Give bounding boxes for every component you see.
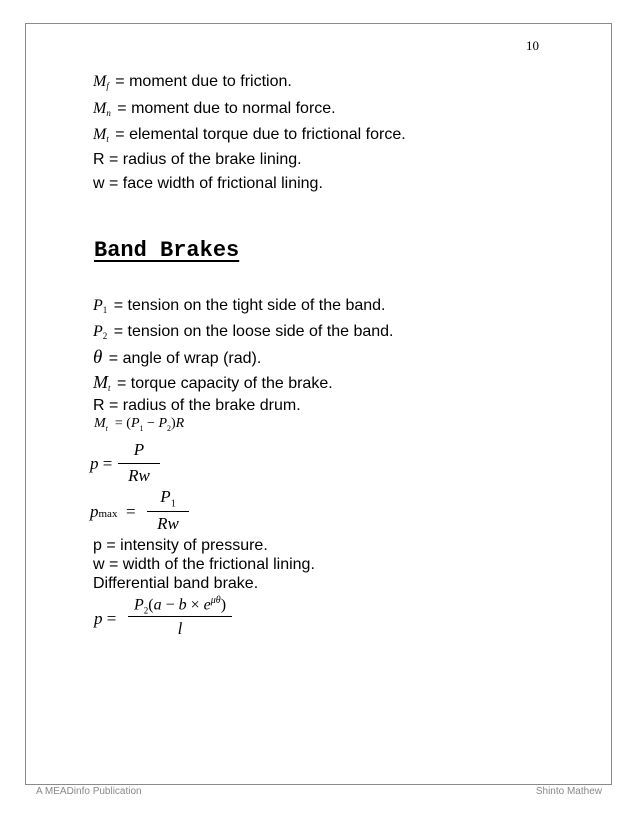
- symbol-theta: θ: [93, 347, 103, 368]
- def-radius-drum: R = radius of the brake drum.: [93, 397, 301, 414]
- def-moment-normal: $M_n$ = moment due to normal force.: [93, 99, 336, 123]
- symbol-mt-capacity: $M_t$: [93, 372, 111, 393]
- def-differential-brake: Differential band brake.: [93, 575, 259, 592]
- def-tension-tight: $P_1$ = tension on the tight side of the band.: [93, 296, 386, 320]
- equation-torque: $M_t = (P_1 - P_2)R$: [94, 416, 185, 433]
- symbol-mn: $M_n$: [93, 100, 111, 118]
- def-radius-lining: R = radius of the brake lining.: [93, 151, 302, 168]
- def-moment-friction: $M_f$ = moment due to friction.: [93, 72, 292, 96]
- def-torque-capacity: $M_t$ = torque capacity of the brake.: [93, 372, 333, 398]
- symbol-mt: $M_t$: [93, 126, 109, 144]
- def-angle-wrap: θ = angle of wrap (rad).: [93, 347, 262, 368]
- equation-pressure: p = P Rw: [90, 440, 190, 490]
- def-face-width: w = face width of frictional lining.: [93, 175, 323, 192]
- def-intensity-pressure: p = intensity of pressure.: [93, 537, 268, 554]
- symbol-p2: $P_2$: [93, 323, 108, 341]
- footer-publisher: A MEADinfo Publication: [36, 786, 142, 797]
- def-tension-loose: $P_2$ = tension on the loose side of the band.: [93, 322, 394, 346]
- equation-pmax: pmax = $P_1$ Rw: [90, 487, 210, 537]
- page-number: 10: [526, 38, 539, 53]
- footer-author: Shinto Mathew: [535, 786, 602, 797]
- equation-differential: p = $P_2(a - b \times e^{\mu\theta})$ l: [94, 595, 244, 641]
- symbol-mf: $M_f$: [93, 73, 109, 91]
- section-heading: Band Brakes: [94, 238, 240, 263]
- symbol-p1: $P_1$: [93, 297, 108, 315]
- def-width-lining: w = width of the frictional lining.: [93, 556, 315, 573]
- def-elemental-torque: $M_t$ = elemental torque due to frictional force.: [93, 125, 406, 149]
